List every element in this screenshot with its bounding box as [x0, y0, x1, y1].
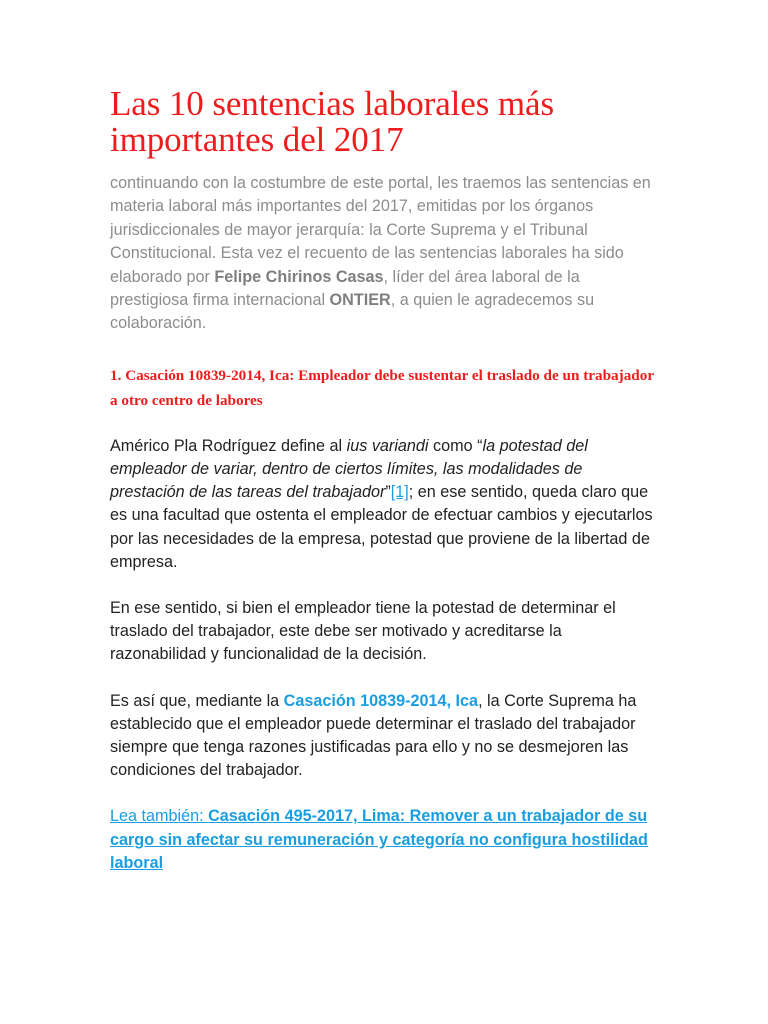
- read-also-link[interactable]: [110, 807, 648, 871]
- firm-name: ONTIER: [329, 291, 391, 310]
- intro-paragraph: [110, 172, 660, 336]
- para3-text-b: , la Corte Suprema ha establecido que el empleador puede determinar el traslado del trabajador siempre que tenga razones justificadas para ello y no se desmejoren las condiciones del trabajador.: [110, 691, 637, 780]
- para1-text-d: ; en ese sentido, queda claro que es una facultad que ostenta el empleador de efectuar cambios y ejecutarlos por las necesidades de la empresa, potestad que proviene de la libertad de empresa.: [110, 483, 653, 571]
- read-also-title: Casación 495-2017, Lima: Remover a un trabajador de su cargo sin afectar su remuneración y categoría no configura hostilidad laboral: [110, 807, 648, 872]
- paragraph-traslado: En ese sentido, si bien el empleador tiene la potestad de determinar el traslado del trabajador, este debe ser motivado y acreditarse la razonabilidad y funcionalidad de la decisión.: [110, 599, 616, 664]
- intro-text-3: , a quien le agradecemos su colaboración.: [110, 291, 595, 333]
- footnote-link-1[interactable]: [1]: [390, 483, 409, 502]
- para1-text-c: ”: [385, 483, 391, 502]
- paragraph-casacion: [110, 690, 660, 783]
- read-also: [110, 805, 660, 875]
- author-name: Felipe Chirinos Casas: [214, 267, 384, 286]
- ius-variandi-term: ius variandi: [346, 436, 429, 455]
- pla-rodriguez-quote: la potestad del empleador de variar, dentro de ciertos límites, las modalidades de prestación de las tareas del trabajador: [110, 436, 588, 502]
- para1-text-b: como “: [428, 436, 483, 455]
- casacion-10839-link[interactable]: Casación 10839-2014, Ica: [283, 691, 479, 710]
- section-1-heading: 1. Casación 10839-2014, Ica: Empleador debe sustentar el traslado de un trabajador a otro centro de labores: [110, 366, 654, 409]
- article: [110, 86, 660, 875]
- intro-text-1: continuando con la costumbre de este portal, les traemos las sentencias en materia laboral más importantes del 2017, emitidas por los órganos jurisdiccionales de mayor jerarquía: la Corte Suprema y el Tribunal Constitucional. Esta vez el recuento de las sentencias laborales ha sido elaborado por: [110, 174, 651, 286]
- article-title: Las 10 sentencias laborales más importantes del 2017: [110, 84, 554, 159]
- para3-text-a: Es así que, mediante la: [110, 691, 284, 710]
- intro-text-2: , líder del área laboral de la prestigiosa firma internacional: [110, 267, 580, 310]
- para1-text-a: Américo Pla Rodríguez define al: [110, 436, 347, 455]
- paragraph-ius-variandi: [110, 435, 660, 574]
- read-also-prefix: Lea también:: [110, 807, 209, 826]
